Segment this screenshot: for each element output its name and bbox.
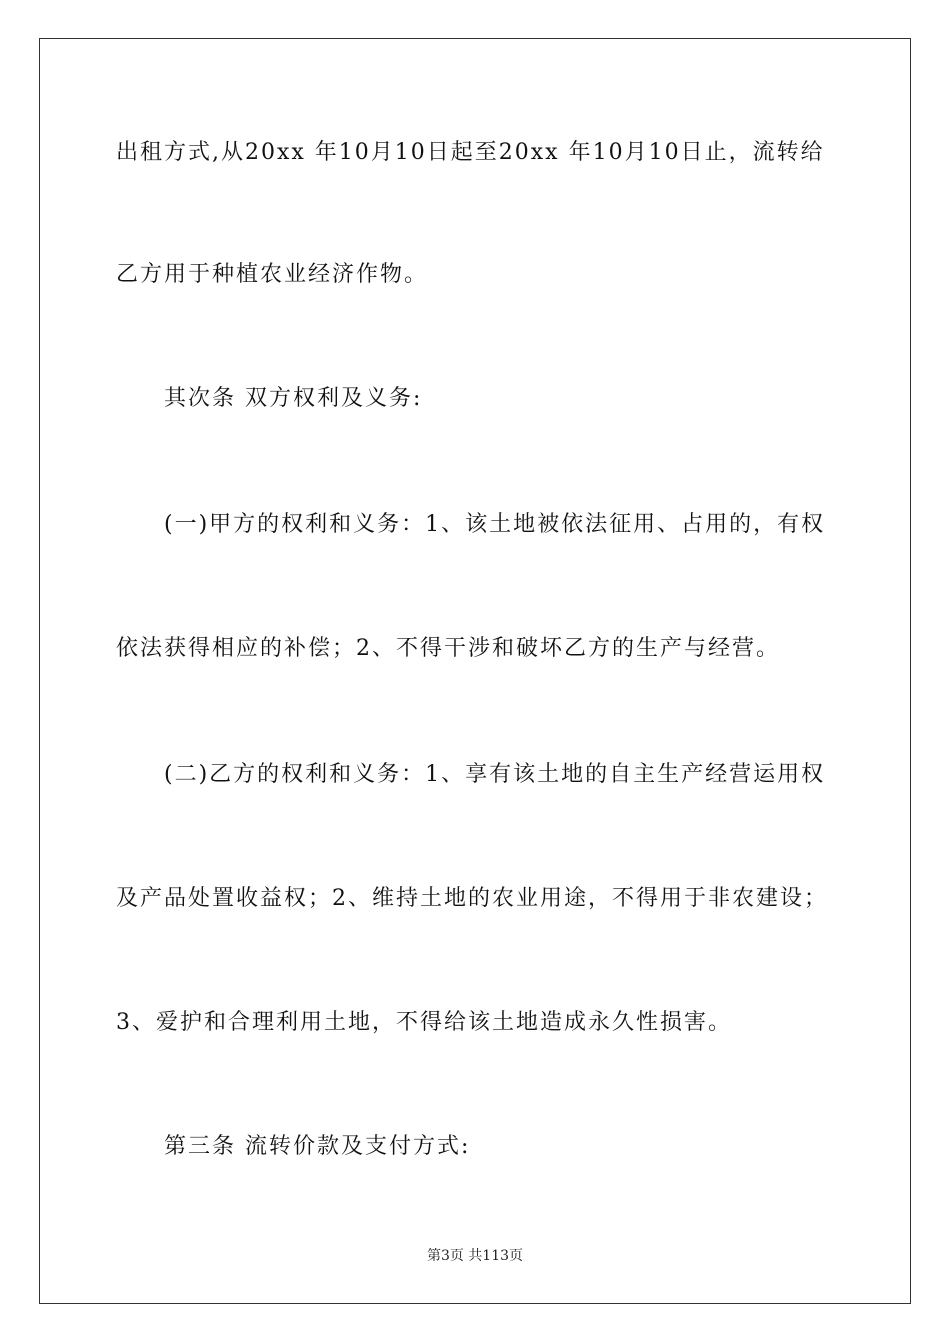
article-3-heading: 第三条 流转价款及支付方式:: [164, 1134, 471, 1159]
paragraph-line-1: 出租方式,从20xx 年10月10日起至20xx 年10月10日止，流转给: [116, 140, 825, 165]
party-a-rights-line-1: (一)甲方的权利和义务：1、该土地被依法征用、占用的，有权: [164, 512, 826, 537]
party-b-rights-line-3: 3、爱护和合理利用土地，不得给该土地造成永久性损害。: [116, 1010, 732, 1035]
article-2-heading: 其次条 双方权利及义务:: [164, 386, 423, 411]
party-b-rights-line-1: (二)乙方的权利和义务：1、享有该土地的自主生产经营运用权: [164, 762, 826, 787]
party-a-rights-line-2: 依法获得相应的补偿；2、不得干涉和破坏乙方的生产与经营。: [116, 636, 780, 661]
page-number-footer: 第3页 共113页: [426, 1248, 524, 1264]
party-b-rights-line-2: 及产品处置收益权；2、维持土地的农业用途，不得用于非农建设；: [116, 886, 828, 911]
page-border: [39, 38, 911, 1304]
paragraph-line-2: 乙方用于种植农业经济作物。: [116, 262, 429, 287]
